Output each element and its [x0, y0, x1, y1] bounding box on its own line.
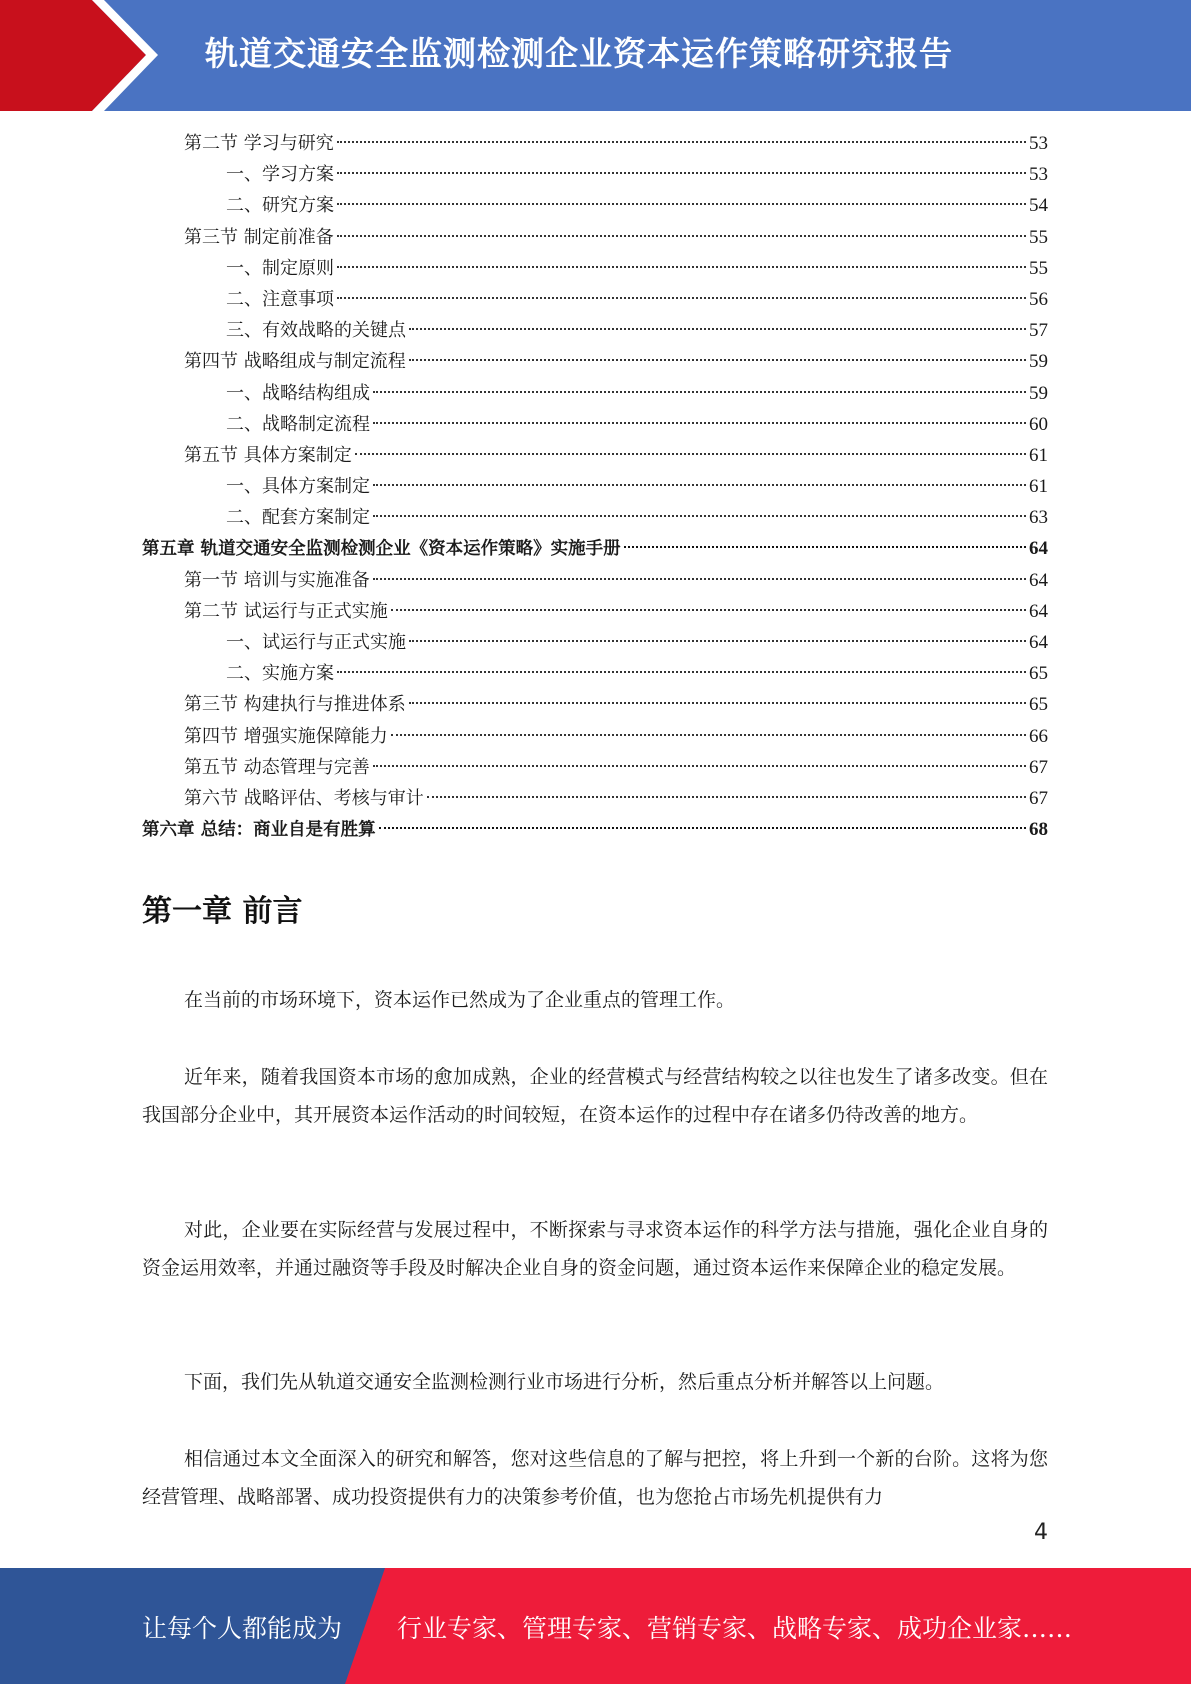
toc-section-entry[interactable] — [142, 689, 1048, 720]
toc-subsection-entry[interactable] — [142, 253, 1048, 284]
toc-entry-label: 一、具体方案制定 — [226, 476, 370, 498]
toc-dot-leader — [355, 453, 1026, 455]
toc-dot-leader — [337, 172, 1026, 174]
toc-entry-page: 57 — [1029, 320, 1048, 342]
toc-entry-label: 第一节 培训与实施准备 — [184, 569, 370, 591]
toc-entry-label: 第五节 具体方案制定 — [184, 444, 352, 466]
toc-entry-page: 65 — [1029, 663, 1048, 685]
paragraph-5 — [142, 1440, 1048, 1516]
toc-entry-label: 二、配套方案制定 — [226, 507, 370, 529]
toc-entry-label: 二、实施方案 — [226, 663, 334, 685]
toc-entry-label: 一、制定原则 — [226, 257, 334, 279]
toc-dot-leader — [379, 827, 1026, 829]
toc-entry-page: 59 — [1029, 382, 1048, 404]
page-number: 4 — [1034, 1520, 1048, 1545]
paragraph-text: 下面，我们先从轨道交通安全监测检测行业市场进行分析，然后重点分析并解答以上问题。 — [184, 1371, 945, 1393]
toc-entry-label: 第二节 试运行与正式实施 — [184, 600, 388, 622]
toc-entry-page: 63 — [1029, 507, 1048, 529]
toc-entry-label: 第六章 总结：商业自是有胜算 — [142, 820, 376, 841]
toc-dot-leader — [337, 671, 1026, 673]
toc-dot-leader — [337, 141, 1026, 143]
toc-entry-label: 一、试运行与正式实施 — [226, 632, 406, 653]
toc-dot-leader — [409, 359, 1026, 361]
toc-section-entry[interactable] — [142, 440, 1048, 471]
toc-entry-page: 68 — [1029, 819, 1048, 841]
paragraph-1 — [142, 981, 1048, 1019]
toc-subsection-entry[interactable] — [142, 471, 1048, 502]
toc-dot-leader — [373, 422, 1026, 424]
page-header — [0, 0, 1191, 111]
toc-subsection-entry[interactable] — [142, 284, 1048, 315]
toc-entry-label: 二、研究方案 — [226, 195, 334, 217]
toc-dot-leader — [337, 203, 1026, 205]
footer-slogan-left: 让每个人都能成为 — [142, 1614, 343, 1643]
toc-subsection-entry[interactable] — [142, 159, 1048, 190]
toc-entry-label: 第三节 制定前准备 — [184, 226, 334, 248]
chapter-heading: 第一章 前言 — [142, 894, 303, 929]
paragraph-text: 相信通过本文全面深入的研究和解答，您对这些信息的了解与把控，将上升到一个新的台阶。这将为您经营管理、战略部署、成功投资提供有力的决策参考价值，也为您抢占市场先机提供有力 — [142, 1448, 1048, 1508]
toc-subsection-entry[interactable] — [142, 315, 1048, 346]
toc-section-entry[interactable] — [142, 783, 1048, 814]
toc-section-entry[interactable] — [142, 721, 1048, 752]
toc-entry-page: 53 — [1029, 133, 1048, 154]
toc-entry-label: 第三节 构建执行与推进体系 — [184, 694, 406, 716]
toc-dot-leader — [373, 391, 1026, 393]
toc-entry-page: 64 — [1029, 538, 1048, 560]
toc-dot-leader — [409, 640, 1026, 642]
toc-entry-label: 一、学习方案 — [226, 164, 334, 186]
toc-entry-page: 54 — [1029, 195, 1048, 217]
toc-dot-leader — [624, 546, 1026, 548]
toc-dot-leader — [373, 765, 1026, 767]
footer-slogan-right: 行业专家、管理专家、营销专家、战略专家、成功企业家…… — [397, 1614, 1073, 1643]
toc-chapter-entry[interactable] — [142, 533, 1048, 564]
toc-dot-leader — [337, 266, 1026, 268]
toc-entry-page: 66 — [1029, 725, 1048, 747]
toc-entry-page: 61 — [1029, 476, 1048, 498]
document-title: 轨道交通安全监测检测企业资本运作策略研究报告 — [205, 34, 953, 73]
toc-section-entry[interactable] — [142, 128, 1048, 159]
toc-entry-page: 65 — [1029, 694, 1048, 716]
paragraph-4 — [142, 1363, 1048, 1401]
toc-entry-label: 三、有效战略的关键点 — [226, 320, 406, 342]
toc-entry-page: 64 — [1029, 569, 1048, 591]
toc-entry-page: 55 — [1029, 226, 1048, 248]
toc-dot-leader — [391, 609, 1026, 611]
toc-subsection-entry[interactable] — [142, 409, 1048, 440]
toc-entry-label: 第四节 战略组成与制定流程 — [184, 351, 406, 373]
toc-dot-leader — [337, 297, 1026, 299]
toc-dot-leader — [373, 578, 1026, 580]
toc-entry-label: 第六节 战略评估、考核与审计 — [184, 787, 424, 809]
toc-subsection-entry[interactable] — [142, 502, 1048, 533]
toc-dot-leader — [391, 734, 1026, 736]
toc-dot-leader — [373, 515, 1026, 517]
toc-entry-page: 59 — [1029, 351, 1048, 373]
toc-section-entry[interactable] — [142, 346, 1048, 377]
toc-entry-page: 61 — [1029, 444, 1048, 466]
toc-section-entry[interactable] — [142, 222, 1048, 253]
toc-entry-page: 64 — [1029, 600, 1048, 622]
toc-entry-page: 64 — [1029, 632, 1048, 653]
toc-entry-label: 第五节 动态管理与完善 — [184, 756, 370, 778]
table-of-contents — [142, 128, 1048, 845]
toc-entry-page: 56 — [1029, 288, 1048, 310]
toc-entry-label: 一、战略结构组成 — [226, 382, 370, 404]
page-footer — [0, 1568, 1191, 1684]
toc-dot-leader — [409, 328, 1026, 330]
toc-entry-page: 67 — [1029, 787, 1048, 809]
toc-entry-page: 55 — [1029, 257, 1048, 279]
toc-section-entry[interactable] — [142, 752, 1048, 783]
toc-entry-page: 53 — [1029, 164, 1048, 186]
toc-dot-leader — [409, 702, 1026, 704]
toc-dot-leader — [337, 235, 1026, 237]
toc-entry-label: 第四节 增强实施保障能力 — [184, 725, 388, 747]
paragraph-text: 对此，企业要在实际经营与发展过程中，不断探索与寻求资本运作的科学方法与措施，强化企业自身的资金运用效率，并通过融资等手段及时解决企业自身的资金问题，通过资本运作来保障企业的稳定发展。 — [142, 1219, 1048, 1279]
toc-entry-label: 第五章 轨道交通安全监测检测企业《资本运作策略》实施手册 — [142, 539, 621, 560]
toc-entry-page: 60 — [1029, 413, 1048, 435]
toc-chapter-entry[interactable] — [142, 814, 1048, 845]
paragraph-3 — [142, 1211, 1048, 1287]
toc-dot-leader — [427, 796, 1026, 798]
toc-section-entry[interactable] — [142, 565, 1048, 596]
toc-subsection-entry[interactable] — [142, 378, 1048, 409]
paragraph-text: 近年来，随着我国资本市场的愈加成熟，企业的经营模式与经营结构较之以往也发生了诸多改变。但在我国部分企业中，其开展资本运作活动的时间较短，在资本运作的过程中存在诸多仍待改善的地方。 — [142, 1066, 1048, 1126]
toc-entry-label: 第二节 学习与研究 — [184, 133, 334, 154]
toc-entry-label: 二、注意事项 — [226, 288, 334, 310]
toc-entry-label: 二、战略制定流程 — [226, 413, 370, 435]
toc-subsection-entry[interactable] — [142, 190, 1048, 221]
paragraph-2 — [142, 1058, 1048, 1134]
toc-dot-leader — [373, 484, 1026, 486]
toc-subsection-entry[interactable] — [142, 627, 1048, 658]
toc-subsection-entry[interactable] — [142, 658, 1048, 689]
paragraph-text: 在当前的市场环境下，资本运作已然成为了企业重点的管理工作。 — [184, 989, 736, 1011]
toc-entry-page: 67 — [1029, 756, 1048, 778]
toc-section-entry[interactable] — [142, 596, 1048, 627]
